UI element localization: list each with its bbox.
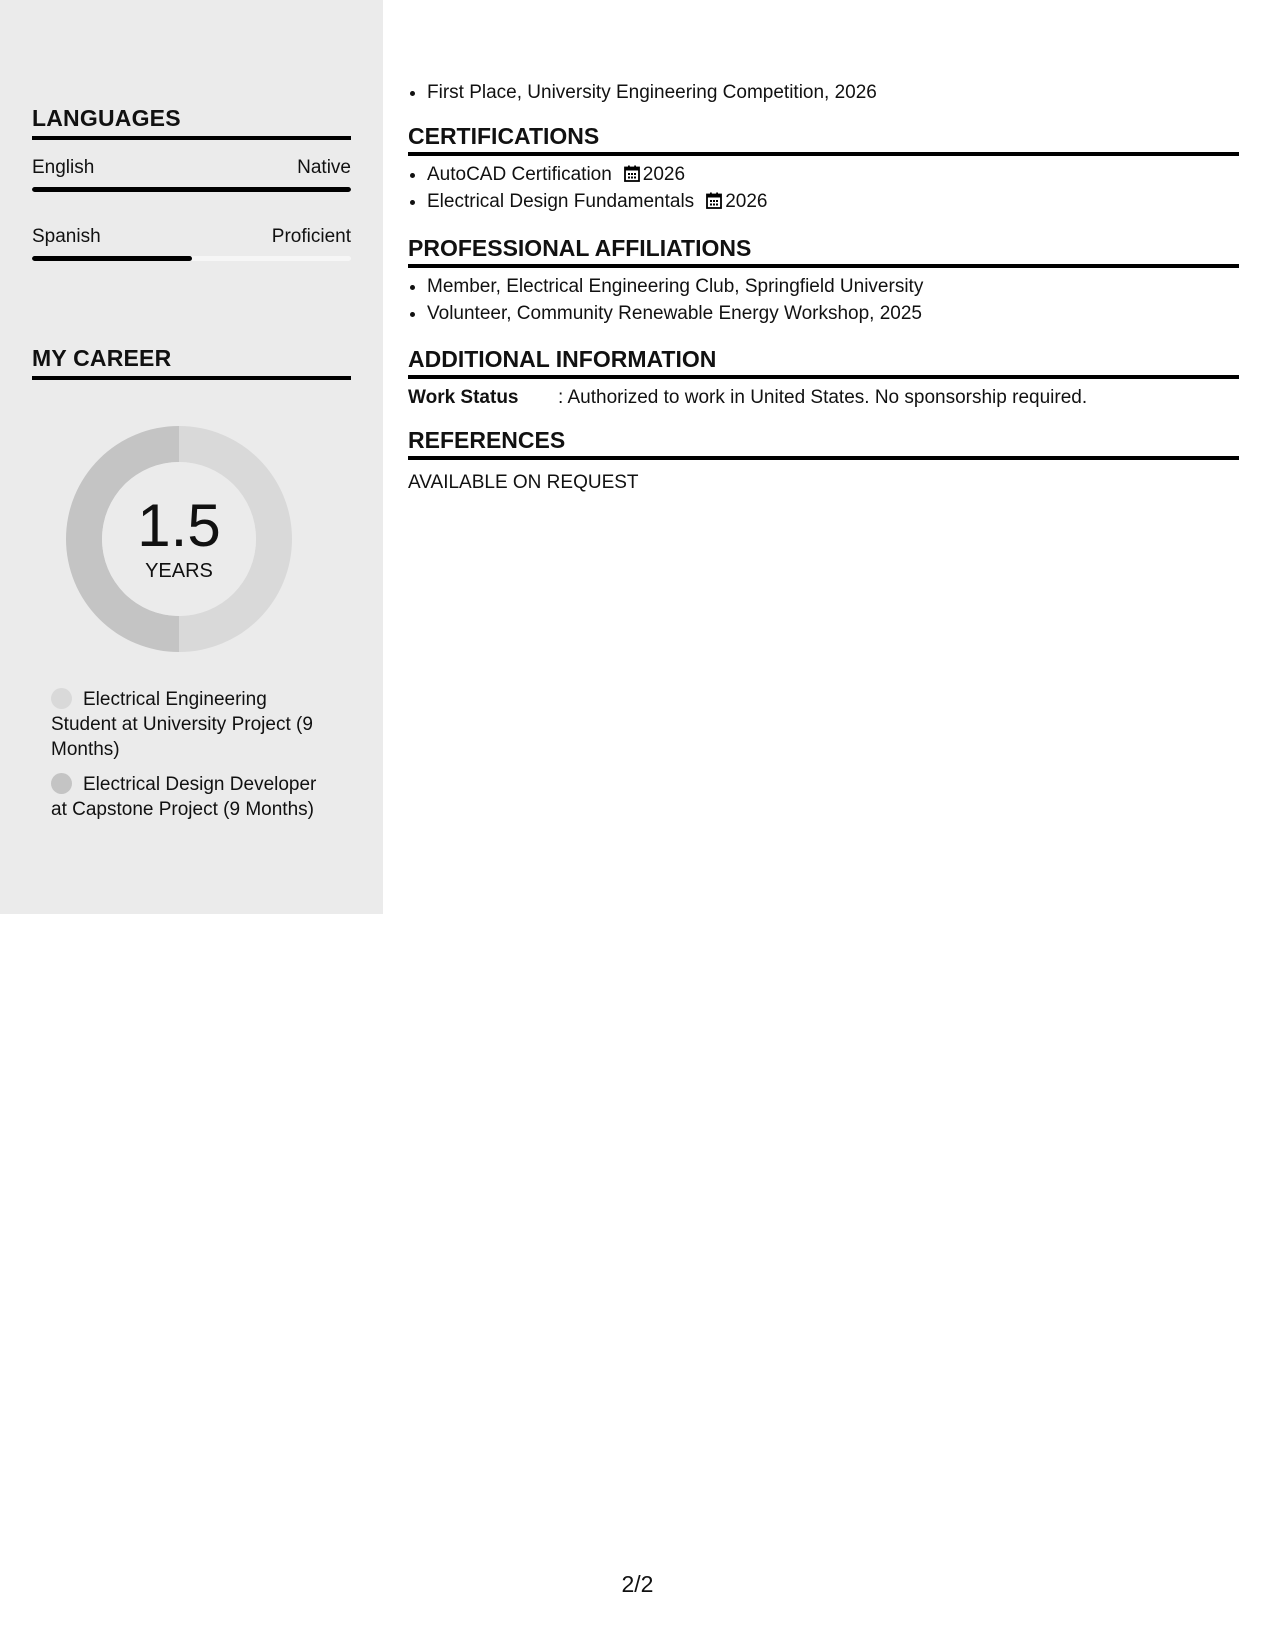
- list-item: • Volunteer, Community Renewable Energy Workshop, 2025: [427, 300, 1239, 327]
- affiliations-heading: PROFESSIONAL AFFILIATIONS: [408, 234, 1239, 268]
- languages-heading: LANGUAGES: [32, 104, 351, 140]
- affiliations-section: [408, 234, 1239, 327]
- legend-dot-icon: [51, 688, 72, 709]
- additional-info-heading: ADDITIONAL INFORMATION: [408, 345, 1239, 379]
- language-name: English: [32, 157, 95, 178]
- certification-year: 2026: [725, 191, 768, 212]
- career-legend: [51, 687, 321, 832]
- list-item: [427, 161, 1239, 188]
- certifications-section: [408, 122, 1239, 215]
- page-number: 2/2: [621, 1571, 654, 1597]
- language-level: Native: [297, 157, 351, 178]
- references-heading: REFERENCES: [408, 426, 1239, 460]
- affiliations-list: [408, 273, 1239, 327]
- references-text: AVAILABLE ON REQUEST: [408, 472, 639, 493]
- work-status-value: : Authorized to work in United States. No sponsorship required.: [558, 387, 1088, 408]
- awards-list: [408, 79, 1239, 106]
- calendar-icon: [624, 165, 640, 182]
- calendar-icon: [706, 192, 722, 209]
- language-level-bar: [32, 256, 351, 261]
- language-level-fill: [32, 187, 351, 192]
- additional-info-section: [408, 345, 1239, 410]
- language-level: Proficient: [271, 226, 351, 247]
- certification-name: Electrical Design Fundamentals: [427, 191, 695, 212]
- sidebar: [0, 0, 383, 914]
- language-level-bar: [32, 187, 351, 192]
- certifications-heading: CERTIFICATIONS: [408, 122, 1239, 156]
- career-legend-item: [51, 772, 321, 822]
- languages-section: [32, 104, 351, 247]
- references-section: [408, 426, 1239, 495]
- career-legend-label: Electrical Design Developer at Capstone Project (9 Months): [51, 774, 317, 820]
- career-section: [32, 344, 351, 380]
- list-item: • First Place, University Engineering Competition, 2026: [427, 79, 1239, 106]
- career-legend-item: [51, 687, 321, 762]
- list-item: • Member, Electrical Engineering Club, Springfield University: [427, 273, 1239, 300]
- language-level-fill: [32, 256, 192, 261]
- language-item-spanish: [32, 225, 351, 261]
- certifications-list: [408, 161, 1239, 215]
- career-total-years: 1.5: [137, 492, 221, 559]
- awards-section: [408, 79, 1239, 106]
- work-status-row: [408, 386, 1239, 410]
- career-heading: MY CAREER: [32, 344, 351, 380]
- work-status-label: Work Status: [408, 387, 519, 408]
- language-item-english: [32, 156, 351, 192]
- certification-name: AutoCAD Certification: [427, 164, 612, 185]
- list-item: [427, 188, 1239, 215]
- language-name: Spanish: [32, 226, 101, 247]
- career-donut-chart: [66, 426, 292, 652]
- career-total-unit: YEARS: [145, 560, 213, 582]
- career-legend-label: Electrical Engineering Student at University Project (9 Months): [51, 689, 313, 760]
- certification-year: 2026: [642, 164, 686, 185]
- legend-dot-icon: [51, 773, 72, 794]
